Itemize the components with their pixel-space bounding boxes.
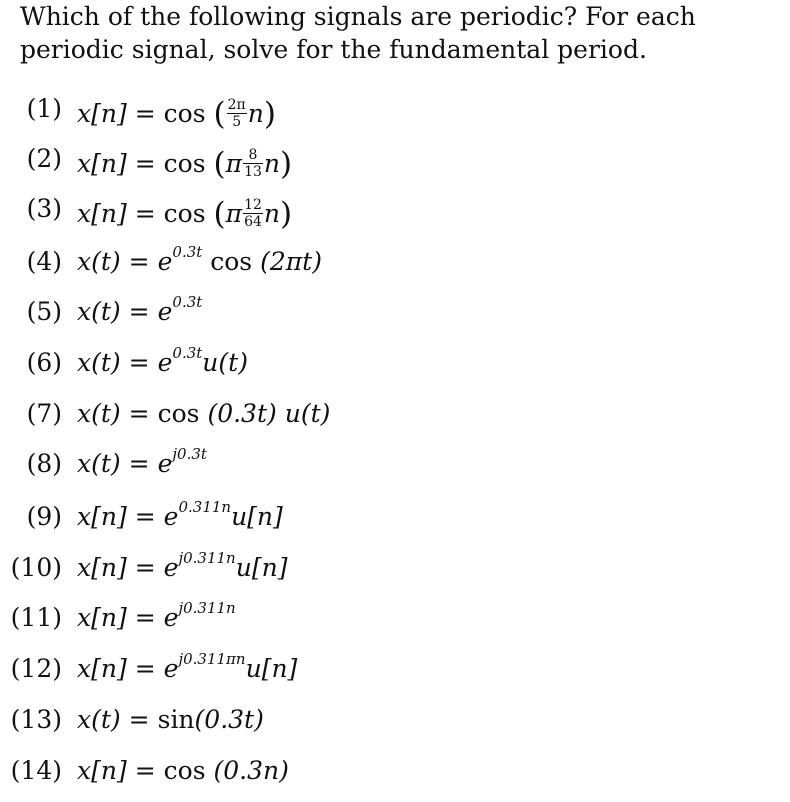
problem-number: (8)	[26, 449, 62, 478]
step-function: u[n]	[231, 502, 283, 531]
signal-variable: n	[263, 149, 280, 178]
equals-sign: =	[134, 199, 156, 228]
exponential-base: e	[163, 553, 179, 582]
signal-lhs: x(t)	[77, 348, 121, 377]
problem-5	[0, 291, 780, 331]
problem-number: (14)	[10, 756, 62, 785]
function-argument: (2πt)	[260, 247, 322, 276]
problem-6	[0, 342, 780, 382]
exponent: j0.311n	[178, 549, 236, 567]
signal-lhs: x[n]	[77, 149, 127, 178]
problem-number: (12)	[10, 654, 62, 683]
problem-number: (2)	[26, 144, 62, 173]
function-name: cos	[210, 247, 253, 276]
signal-variable: n	[247, 99, 264, 128]
open-paren: (	[213, 196, 226, 232]
problem-10	[0, 547, 780, 587]
equals-sign: =	[128, 247, 150, 276]
signal-lhs: x(t)	[77, 705, 121, 734]
signal-lhs: x(t)	[77, 247, 121, 276]
problem-equation	[77, 498, 283, 531]
problem-3	[0, 188, 780, 232]
problem-14	[0, 750, 780, 790]
close-paren: )	[280, 196, 293, 232]
equals-sign: =	[134, 99, 156, 128]
problem-equation	[77, 344, 248, 377]
equals-sign: =	[134, 553, 156, 582]
problem-2	[0, 138, 780, 182]
equals-sign: =	[134, 603, 156, 632]
signal-lhs: x[n]	[77, 502, 127, 531]
problem-number: (13)	[10, 705, 62, 734]
problem-11	[0, 597, 780, 637]
signal-lhs: x[n]	[77, 99, 127, 128]
fraction-denominator: 13	[244, 164, 262, 180]
problem-equation	[77, 445, 207, 478]
signal-lhs: x[n]	[77, 199, 127, 228]
function-name: cos	[163, 99, 206, 128]
equals-sign: =	[134, 149, 156, 178]
fraction-denominator: 5	[232, 114, 242, 130]
problem-equation	[77, 650, 298, 683]
exponential-base: e	[157, 297, 173, 326]
function-name: cos	[157, 399, 200, 428]
fraction	[227, 98, 247, 129]
equals-sign: =	[134, 654, 156, 683]
problem-equation	[77, 293, 203, 326]
problem-number: (7)	[26, 399, 62, 428]
exponential-base: e	[163, 502, 179, 531]
function-argument: (0.3t)	[194, 705, 264, 734]
function-name: sin	[157, 705, 195, 734]
fraction-denominator: 64	[244, 214, 262, 230]
function-argument: (0.3t)	[207, 399, 277, 428]
exponent: j0.3t	[172, 445, 207, 463]
equals-sign: =	[134, 502, 156, 531]
problem-number: (4)	[26, 247, 62, 276]
exponent: j0.311πn	[178, 650, 246, 668]
signal-lhs: x[n]	[77, 756, 127, 785]
problem-number: (11)	[10, 603, 62, 632]
problem-8	[0, 443, 780, 483]
signal-variable: n	[263, 199, 280, 228]
equals-sign: =	[128, 399, 150, 428]
function-name: cos	[163, 756, 206, 785]
exponent: 0.311n	[178, 498, 232, 516]
equals-sign: =	[128, 449, 150, 478]
equals-sign: =	[134, 756, 156, 785]
problem-number: (1)	[26, 94, 62, 123]
fraction-numerator: 2π	[227, 97, 246, 113]
pi-symbol: π	[225, 149, 243, 178]
exponent: j0.311n	[178, 599, 236, 617]
exponent: 0.3t	[172, 344, 203, 362]
equals-sign: =	[128, 705, 150, 734]
problem-7	[0, 393, 780, 433]
step-function: u[n]	[235, 553, 288, 582]
equals-sign: =	[128, 348, 150, 377]
problem-equation	[77, 705, 264, 734]
signal-lhs: x[n]	[77, 553, 127, 582]
problem-equation	[77, 94, 276, 131]
problem-1	[0, 88, 780, 132]
problem-equation	[77, 756, 289, 785]
signal-lhs: x(t)	[77, 399, 121, 428]
exponential-base: e	[157, 348, 173, 377]
problem-equation	[77, 549, 288, 582]
fraction	[243, 148, 263, 179]
fraction-numerator: 8	[243, 148, 263, 164]
fraction-numerator: 12	[244, 197, 262, 213]
exponent: 0.3t	[172, 243, 203, 261]
problem-number: (9)	[26, 502, 62, 531]
function-name: cos	[163, 149, 206, 178]
problem-equation	[77, 243, 322, 276]
signal-lhs: x(t)	[77, 297, 121, 326]
exponential-base: e	[157, 247, 173, 276]
close-paren: )	[263, 96, 276, 132]
exponential-base: e	[163, 603, 179, 632]
problem-4	[0, 241, 780, 281]
problem-13	[0, 699, 780, 739]
exponent: 0.3t	[172, 293, 203, 311]
problem-prompt: Which of the following signals are periodic? For each periodic signal, solve for the fundamental period.	[20, 2, 696, 64]
open-paren: (	[213, 96, 226, 132]
fraction	[243, 198, 263, 229]
equals-sign: =	[128, 297, 150, 326]
problem-equation	[77, 399, 330, 428]
signal-lhs: x[n]	[77, 654, 127, 683]
problem-number: (10)	[10, 553, 62, 582]
step-function: u(t)	[202, 348, 248, 377]
pi-symbol: π	[225, 199, 243, 228]
function-argument: (0.3n)	[213, 756, 289, 785]
problem-number: (6)	[26, 348, 62, 377]
signal-lhs: x[n]	[77, 603, 127, 632]
exponential-base: e	[163, 654, 179, 683]
step-function: u[n]	[245, 654, 298, 683]
problem-number: (5)	[26, 297, 62, 326]
close-paren: )	[280, 146, 293, 182]
problem-equation	[77, 144, 292, 181]
exponential-base: e	[157, 449, 173, 478]
function-name: cos	[163, 199, 206, 228]
problem-number: (3)	[26, 194, 62, 223]
open-paren: (	[213, 146, 226, 182]
step-function: u(t)	[284, 399, 331, 428]
problem-equation	[77, 599, 236, 632]
problem-12	[0, 648, 780, 688]
signal-lhs: x(t)	[77, 449, 121, 478]
problem-9	[0, 496, 780, 536]
problem-equation	[77, 194, 292, 231]
